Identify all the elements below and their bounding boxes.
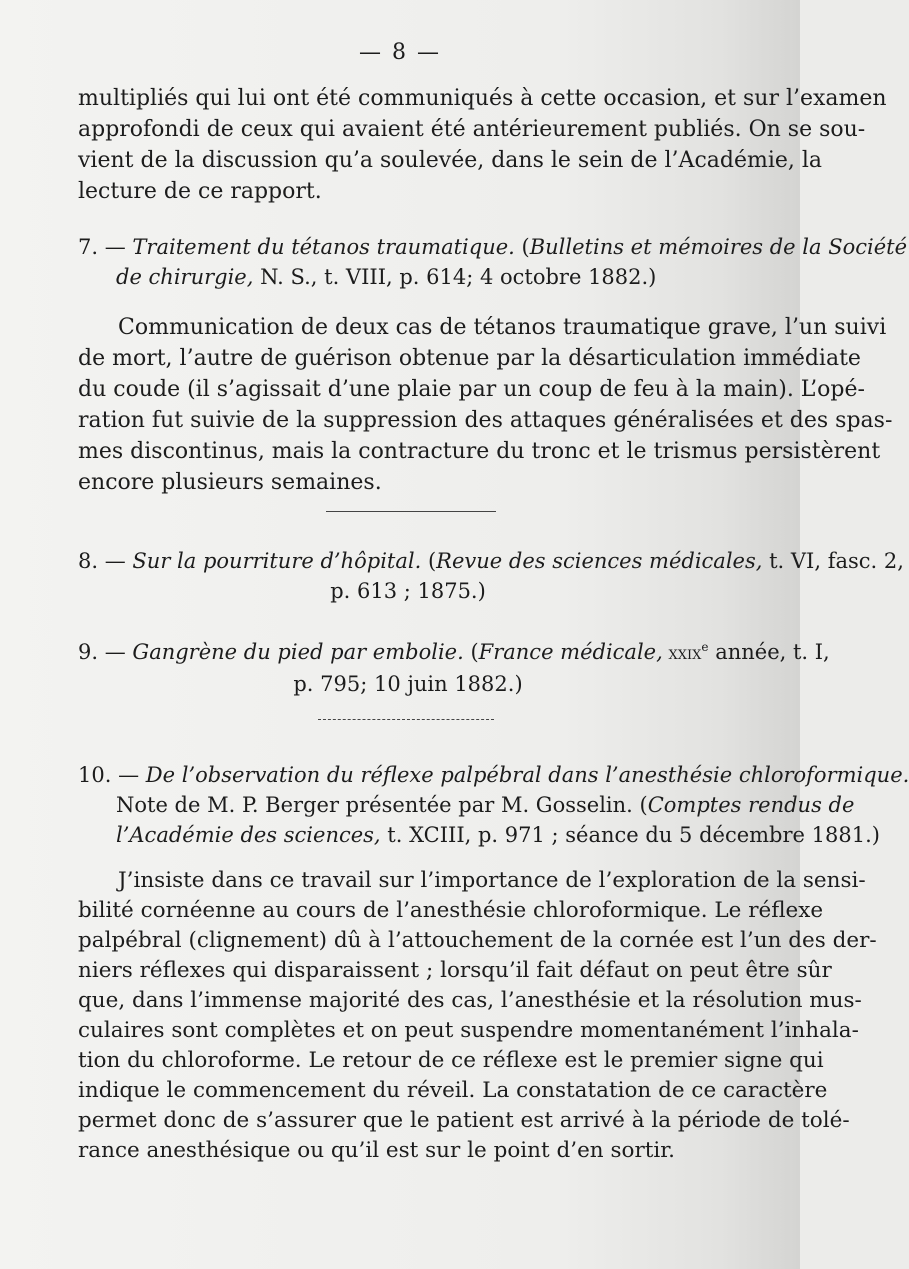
reference-item-7	[78, 232, 908, 292]
dash: —	[104, 235, 126, 259]
item-title: De l’observation du réflexe palpébral dans l’anesthésie chloroformique.	[145, 763, 909, 787]
separator-rule	[326, 511, 496, 512]
text-line: lecture de ce rapport.	[78, 179, 322, 204]
text-line: du coude (il s’agissait d’une plaie par un coup de feu à la main). L’opé-	[78, 377, 865, 402]
paragraph-item-10	[78, 866, 877, 1166]
separator-rule	[318, 719, 494, 720]
item-source-cont: l’Académie des sciences,	[116, 823, 381, 847]
text-line: J’insiste dans ce travail sur l’importance de l’exploration de la sensi-	[118, 868, 866, 893]
reference-item-10	[78, 760, 909, 850]
item-source: France médicale,	[478, 640, 663, 664]
item-source: Revue des sciences médicales,	[436, 549, 763, 573]
text-line: encore plusieurs semaines.	[78, 470, 382, 495]
item-number: 7.	[78, 235, 99, 259]
reference-item-8	[78, 546, 904, 606]
item-number: 8.	[78, 549, 99, 573]
item-source: Comptes rendus de	[647, 793, 855, 817]
item-citation-cont: p. 795; 10 juin 1882.)	[293, 672, 523, 696]
text-line: que, dans l’immense majorité des cas, l’anesthésie et la résolution mus-	[78, 988, 862, 1013]
text-line: rance anesthésique ou qu’il est sur le point d’en sortir.	[78, 1138, 675, 1163]
text-line: culaires sont complètes et on peut suspendre momentanément l’inhala-	[78, 1018, 859, 1043]
item-citation: N. S., t. VIII, p. 614; 4 octobre 1882.)	[253, 265, 657, 289]
text-line: bilité cornéenne au cours de l’anesthésie chloroformique. Le réflexe	[78, 898, 824, 923]
text-line: Communication de deux cas de tétanos traumatique grave, l’un suivi	[118, 315, 887, 340]
text-line: vient de la discussion qu’a soulevée, dans le sein de l’Académie, la	[78, 148, 823, 173]
item-citation: année, t. I,	[708, 640, 830, 664]
paragraph-item-7	[78, 312, 893, 498]
item-citation-cont: p. 613 ; 1875.)	[330, 579, 486, 603]
paragraph-continuation	[78, 83, 887, 207]
paren: (	[463, 640, 479, 664]
text-line: de mort, l’autre de guérison obtenue par la désarticulation immédiate	[78, 346, 861, 371]
item-source: Bulletins et mémoires de la Société	[529, 235, 908, 259]
item-volume-sup: e	[701, 640, 709, 654]
text-line: permet donc de s’assurer que le patient est arrivé à la période de tolé-	[78, 1108, 850, 1133]
item-number: 9.	[78, 640, 99, 664]
text-line: indique le commencement du réveil. La constatation de ce caractère	[78, 1078, 828, 1103]
item-note: Note de M. P. Berger présentée par M. Gosselin. (	[116, 793, 648, 817]
page-number: — 8 —	[359, 40, 441, 65]
text-line: palpébral (clignement) dû à l’attouchement de la cornée est l’un des der-	[78, 928, 877, 953]
item-title: Gangrène du pied par embolie.	[132, 640, 464, 664]
item-citation: t. XCIII, p. 971 ; séance du 5 décembre 1881.)	[380, 823, 880, 847]
text-line: approfondi de ceux qui avaient été antérieurement publiés. On se sou-	[78, 117, 866, 142]
item-volume: xxix	[662, 643, 702, 664]
text-line: ration fut suivie de la suppression des attaques généralisées et des spas-	[78, 408, 893, 433]
item-source-cont: de chirurgie,	[116, 265, 254, 289]
dash: —	[104, 640, 126, 664]
item-citation: t. VI, fasc. 2,	[762, 549, 904, 573]
text-line: niers réflexes qui disparaissent ; lorsqu’il fait défaut on peut être sûr	[78, 958, 832, 983]
text-line: tion du chloroforme. Le retour de ce réflexe est le premier signe qui	[78, 1048, 824, 1073]
text-line: mes discontinus, mais la contracture du tronc et le trismus persistèrent	[78, 439, 881, 464]
dash: —	[104, 549, 126, 573]
item-number: 10.	[78, 763, 112, 787]
reference-item-9	[78, 632, 830, 699]
paren: (	[421, 549, 437, 573]
item-title: Sur la pourriture d’hôpital.	[132, 549, 422, 573]
paren: (	[521, 235, 530, 259]
dash: —	[118, 763, 140, 787]
text-line: multipliés qui lui ont été communiqués à cette occasion, et sur l’examen	[78, 86, 887, 111]
item-title: Traitement du tétanos traumatique.	[132, 235, 515, 259]
